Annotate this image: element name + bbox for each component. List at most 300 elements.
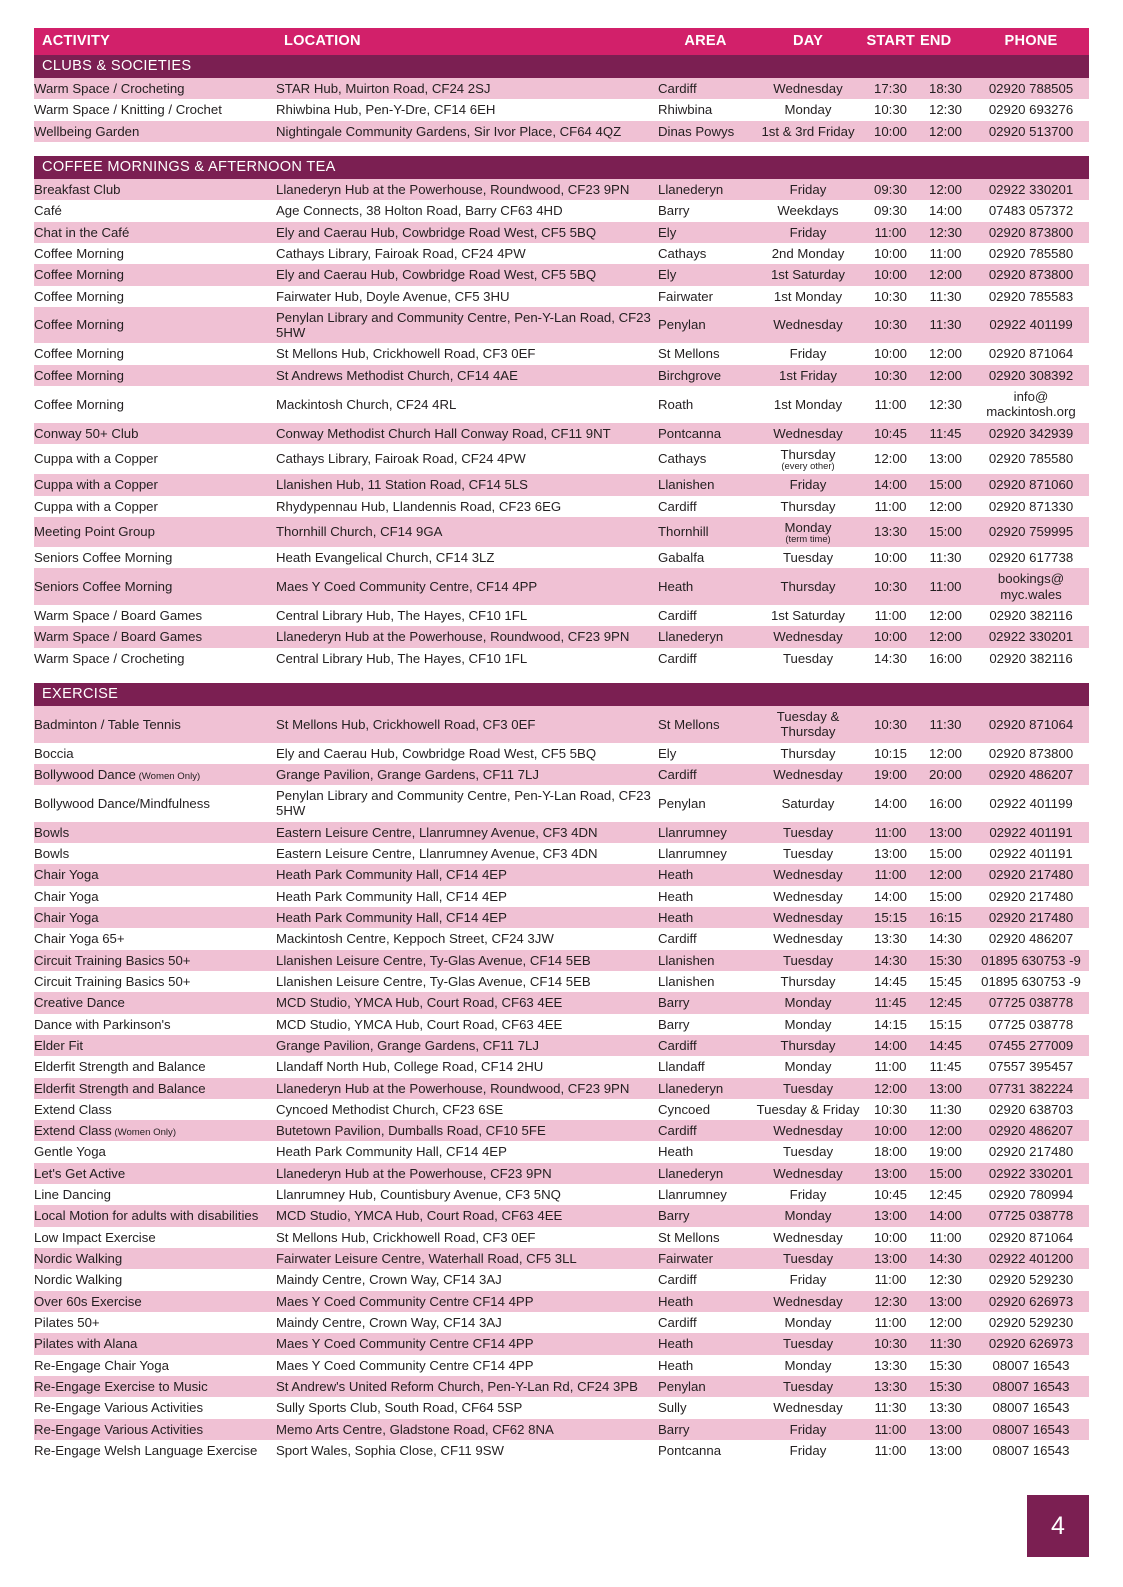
cell-area: Heath (658, 1141, 753, 1162)
day-note: (every other) (781, 460, 835, 472)
cell-location: Cathays Library, Fairoak Road, CF24 4PW (276, 444, 658, 474)
cell-end-time: 14:30 (918, 928, 973, 949)
cell-phone: 07731 382224 (973, 1078, 1089, 1099)
cell-end-time: 18:30 (918, 78, 973, 99)
cell-day (753, 864, 863, 885)
cell-end-time: 13:30 (918, 1397, 973, 1418)
day-value: Wednesday (773, 931, 843, 947)
cell-end-time: 16:15 (918, 907, 973, 928)
cell-start-time: 11:30 (863, 1397, 918, 1418)
cell-activity (34, 785, 276, 822)
cell-day (753, 343, 863, 364)
cell-area: Heath (658, 864, 753, 885)
cell-end-time: 13:00 (918, 1078, 973, 1099)
day-value: Thursday (780, 498, 836, 514)
cell-location: MCD Studio, YMCA Hub, Court Road, CF63 4EE (276, 1205, 658, 1226)
cell-activity (34, 864, 276, 885)
activity-name: Nordic Walking (34, 1251, 123, 1266)
cell-location: St Andrew's United Reform Church, Pen-Y-Lan Rd, CF24 3PB (276, 1376, 658, 1397)
activity-name: Re-Engage Various Activities (34, 1400, 204, 1416)
day-value: Wednesday (773, 629, 843, 645)
day-value: Wednesday (773, 1123, 843, 1139)
activity-name: Warm Space / Board Games (34, 607, 203, 623)
cell-day (753, 121, 863, 142)
cell-location: Maes Y Coed Community Centre CF14 4PP (276, 1355, 658, 1376)
cell-start-time: 11:00 (863, 822, 918, 843)
table-row (34, 496, 1089, 517)
cell-location: Llanederyn Hub at the Powerhouse, CF23 9PN (276, 1163, 658, 1184)
cell-phone: 07725 038778 (973, 992, 1089, 1013)
cell-phone: bookings@ myc.wales (973, 568, 1089, 605)
activity-name: Chair Yoga (34, 888, 99, 904)
cell-phone: 02920 217480 (973, 907, 1089, 928)
cell-phone: 01895 630753 -9 (973, 971, 1089, 992)
activity-name: Elderfit Strength and Balance (34, 1059, 206, 1075)
cell-phone: 02922 401199 (973, 785, 1089, 822)
cell-area: Heath (658, 1291, 753, 1312)
day-value: Tuesday (782, 952, 834, 968)
cell-location: Llanrumney Hub, Countisbury Avenue, CF3 5NQ (276, 1184, 658, 1205)
cell-end-time: 12:00 (918, 343, 973, 364)
table-row (34, 1312, 1089, 1333)
table-row (34, 1397, 1089, 1418)
cell-phone: 02920 342939 (973, 423, 1089, 444)
table-row (34, 1184, 1089, 1205)
cell-area: St Mellons (658, 343, 753, 364)
cell-day (753, 971, 863, 992)
cell-area: Cardiff (658, 1120, 753, 1141)
cell-day (753, 568, 863, 605)
cell-start-time: 11:00 (863, 496, 918, 517)
cell-phone: 01895 630753 -9 (973, 950, 1089, 971)
cell-location: St Mellons Hub, Crickhowell Road, CF3 0EF (276, 706, 658, 743)
cell-phone: 02920 513700 (973, 121, 1089, 142)
cell-location: Mackintosh Church, CF24 4RL (276, 386, 658, 423)
activity-name: Low Impact Exercise (34, 1229, 156, 1245)
cell-area: Llanrumney (658, 843, 753, 864)
cell-activity (34, 1248, 276, 1269)
cell-day (753, 264, 863, 285)
table-row (34, 1248, 1089, 1269)
cell-start-time: 10:00 (863, 626, 918, 647)
activity-name: Cuppa with a Copper (34, 477, 158, 493)
cell-start-time: 19:00 (863, 764, 918, 785)
day-value: Friday (789, 181, 827, 197)
cell-start-time: 11:00 (863, 864, 918, 885)
day-value: Monday (784, 1059, 832, 1075)
cell-start-time: 11:00 (863, 386, 918, 423)
cell-activity (34, 1397, 276, 1418)
table-row (34, 1078, 1089, 1099)
activity-name: Circuit Training Basics 50+ (34, 952, 191, 968)
table-row (34, 1056, 1089, 1077)
cell-end-time: 13:00 (918, 444, 973, 474)
cell-day (753, 1141, 863, 1162)
cell-start-time: 10:00 (863, 547, 918, 568)
activity-name: Coffee Morning (34, 367, 124, 383)
table-row (34, 121, 1089, 142)
cell-day (753, 1419, 863, 1440)
cell-phone: 02920 217480 (973, 886, 1089, 907)
activity-name: Warm Space / Crocheting (34, 81, 185, 96)
table-row (34, 1205, 1089, 1226)
cell-activity (34, 200, 276, 221)
cell-end-time: 15:00 (918, 843, 973, 864)
cell-activity (34, 1312, 276, 1333)
day-value: Wednesday (773, 1293, 843, 1309)
cell-end-time: 12:00 (918, 743, 973, 764)
cell-location: Nightingale Community Gardens, Sir Ivor Place, CF64 4QZ (276, 121, 658, 142)
cell-day (753, 605, 863, 626)
day-value: Tuesday (782, 1378, 834, 1394)
cell-end-time: 12:30 (918, 386, 973, 423)
cell-location: Butetown Pavilion, Dumballs Road, CF10 5FE (276, 1120, 658, 1141)
table-row (34, 179, 1089, 200)
cell-area: Penylan (658, 1376, 753, 1397)
cell-area: Penylan (658, 307, 753, 344)
activity-name: Coffee Morning (34, 245, 124, 261)
day-value: Monday (784, 1314, 832, 1330)
day-value: Wednesday (773, 888, 843, 904)
table-row (34, 992, 1089, 1013)
cell-area: Llanishen (658, 474, 753, 495)
cell-day (753, 886, 863, 907)
cell-activity (34, 547, 276, 568)
activity-name: Re-Engage Chair Yoga (34, 1357, 169, 1373)
day-value: Wednesday (773, 1165, 843, 1181)
cell-end-time: 11:45 (918, 1056, 973, 1077)
day-value: Tuesday (782, 824, 834, 840)
cell-day (753, 1376, 863, 1397)
cell-location: Llanederyn Hub at the Powerhouse, Roundwood, CF23 9PN (276, 179, 658, 200)
cell-activity (34, 843, 276, 864)
activity-name: Re-Engage Various Activities (34, 1421, 204, 1437)
table-row (34, 1163, 1089, 1184)
table-row (34, 78, 1089, 99)
cell-phone: 07455 277009 (973, 1035, 1089, 1056)
cell-phone: 02920 529230 (973, 1312, 1089, 1333)
cell-area: Cyncoed (658, 1099, 753, 1120)
cell-area: Barry (658, 992, 753, 1013)
cell-end-time: 15:15 (918, 1014, 973, 1035)
cell-location: Rhydypennau Hub, Llandennis Road, CF23 6EG (276, 496, 658, 517)
activity-name: Coffee Morning (34, 317, 124, 333)
cell-area: Llanrumney (658, 1184, 753, 1205)
cell-area: Sully (658, 1397, 753, 1418)
cell-phone: 07725 038778 (973, 1205, 1089, 1226)
cell-activity (34, 648, 276, 669)
cell-area: Ely (658, 743, 753, 764)
activity-name: Creative Dance (34, 995, 125, 1011)
cell-start-time: 10:00 (863, 243, 918, 264)
cell-location: Heath Park Community Hall, CF14 4EP (276, 864, 658, 885)
cell-activity (34, 179, 276, 200)
cell-phone: 02920 217480 (973, 1141, 1089, 1162)
cell-start-time: 11:00 (863, 222, 918, 243)
cell-end-time: 11:30 (918, 307, 973, 344)
table-row (34, 1440, 1089, 1461)
cell-location: Maindy Centre, Crown Way, CF14 3AJ (276, 1269, 658, 1290)
cell-start-time: 10:30 (863, 1099, 918, 1120)
activity-name: Warm Space / Board Games (34, 629, 203, 645)
section-header-row (34, 55, 1089, 78)
cell-start-time: 11:00 (863, 1269, 918, 1290)
table-header (34, 28, 1089, 55)
cell-area: Barry (658, 1014, 753, 1035)
cell-day (753, 200, 863, 221)
cell-phone: 08007 16543 (973, 1397, 1089, 1418)
cell-activity (34, 822, 276, 843)
cell-start-time: 09:30 (863, 179, 918, 200)
cell-area: Llandaff (658, 1056, 753, 1077)
cell-area: Cardiff (658, 605, 753, 626)
activity-name: Café (34, 203, 62, 219)
activity-name: Chair Yoga (34, 867, 99, 883)
cell-start-time: 14:00 (863, 1035, 918, 1056)
cell-location: Age Connects, 38 Holton Road, Barry CF63 4HD (276, 200, 658, 221)
activities-table (34, 28, 1089, 1461)
day-value: Thursday (780, 447, 836, 462)
cell-location: Mackintosh Centre, Keppoch Street, CF24 3JW (276, 928, 658, 949)
day-value: Tuesday & Friday (756, 1101, 860, 1117)
column-header-area: AREA (658, 28, 753, 55)
cell-day (753, 1035, 863, 1056)
cell-phone: 02920 382116 (973, 648, 1089, 669)
activity-name: Bollywood Dance (34, 766, 136, 782)
cell-phone: 08007 16543 (973, 1355, 1089, 1376)
cell-location: Sully Sports Club, South Road, CF64 5SP (276, 1397, 658, 1418)
cell-activity (34, 1035, 276, 1056)
cell-phone: 02920 626973 (973, 1291, 1089, 1312)
table-row (34, 1419, 1089, 1440)
table-row (34, 971, 1089, 992)
day-value: Friday (789, 1442, 827, 1458)
cell-start-time: 10:30 (863, 307, 918, 344)
activity-note: (Women Only) (135, 770, 201, 782)
activity-name: Bollywood Dance/Mindfulness (34, 795, 210, 811)
cell-activity (34, 1376, 276, 1397)
cell-day (753, 1205, 863, 1226)
day-value: Friday (789, 1272, 827, 1288)
cell-area: St Mellons (658, 1227, 753, 1248)
cell-day (753, 1291, 863, 1312)
cell-phone: info@ mackintosh.org (973, 386, 1089, 423)
cell-phone: 02920 486207 (973, 764, 1089, 785)
day-value: Wednesday (773, 317, 843, 333)
cell-day (753, 907, 863, 928)
cell-area: Llanederyn (658, 1163, 753, 1184)
section-header-row (34, 156, 1089, 179)
cell-area: Pontcanna (658, 1440, 753, 1461)
cell-area: Roath (658, 386, 753, 423)
cell-activity (34, 1120, 276, 1141)
activity-name: Re-Engage Welsh Language Exercise (34, 1442, 258, 1458)
day-value: 1st & 3rd Friday (761, 123, 855, 139)
day-value: Monday (784, 102, 832, 118)
cell-location: Maes Y Coed Community Centre CF14 4PP (276, 1291, 658, 1312)
cell-activity (34, 343, 276, 364)
cell-activity (34, 886, 276, 907)
cell-start-time: 13:30 (863, 1355, 918, 1376)
cell-day (753, 1099, 863, 1120)
column-header-end: END (918, 28, 973, 55)
table-row (34, 1014, 1089, 1035)
section-title: CLUBS & SOCIETIES (34, 55, 1089, 78)
day-value: Thursday (780, 1037, 836, 1053)
cell-phone: 02922 401191 (973, 822, 1089, 843)
table-row (34, 1035, 1089, 1056)
cell-start-time: 10:45 (863, 1184, 918, 1205)
cell-end-time: 15:00 (918, 474, 973, 495)
cell-location: Llanishen Leisure Centre, Ty-Glas Avenue, CF14 5EB (276, 950, 658, 971)
cell-area: Penylan (658, 785, 753, 822)
cell-start-time: 10:00 (863, 121, 918, 142)
activity-name: Pilates 50+ (34, 1314, 100, 1330)
activity-name: Coffee Morning (34, 346, 124, 362)
cell-phone: 02920 871060 (973, 474, 1089, 495)
cell-area: Cardiff (658, 1269, 753, 1290)
cell-location: Ely and Caerau Hub, Cowbridge Road West, CF5 5BQ (276, 264, 658, 285)
activity-name: Coffee Morning (34, 267, 124, 283)
day-value: Tuesday (782, 1336, 834, 1352)
cell-activity (34, 1099, 276, 1120)
cell-end-time: 15:45 (918, 971, 973, 992)
cell-location: St Mellons Hub, Crickhowell Road, CF3 0EF (276, 343, 658, 364)
cell-area: Cathays (658, 243, 753, 264)
cell-activity (34, 264, 276, 285)
cell-day (753, 99, 863, 120)
cell-location: Thornhill Church, CF14 9GA (276, 517, 658, 547)
cell-start-time: 17:30 (863, 78, 918, 99)
day-value: Monday (784, 519, 832, 535)
column-header-start: START (863, 28, 918, 55)
cell-location: Rhiwbina Hub, Pen-Y-Dre, CF14 6EH (276, 99, 658, 120)
cell-activity (34, 1440, 276, 1461)
column-header-row (34, 28, 1089, 55)
section-header-row (34, 683, 1089, 706)
cell-phone: 02922 401199 (973, 307, 1089, 344)
activity-name: Gentle Yoga (34, 1144, 106, 1160)
cell-end-time: 12:00 (918, 605, 973, 626)
activity-name: Seniors Coffee Morning (34, 550, 173, 565)
cell-area: Cardiff (658, 78, 753, 99)
cell-activity (34, 286, 276, 307)
cell-area: Ely (658, 264, 753, 285)
cell-phone: 02920 873800 (973, 222, 1089, 243)
cell-phone: 02920 788505 (973, 78, 1089, 99)
day-value: Tuesday (782, 1251, 834, 1266)
cell-end-time: 15:30 (918, 1376, 973, 1397)
cell-activity (34, 517, 276, 547)
cell-location: Llandaff North Hub, College Road, CF14 2HU (276, 1056, 658, 1077)
table-row (34, 1355, 1089, 1376)
cell-phone: 02920 785583 (973, 286, 1089, 307)
cell-area: Pontcanna (658, 423, 753, 444)
table-row (34, 706, 1089, 743)
table-row (34, 626, 1089, 647)
cell-day (753, 1056, 863, 1077)
cell-day (753, 547, 863, 568)
cell-start-time: 11:00 (863, 1312, 918, 1333)
activity-name: Re-Engage Exercise to Music (34, 1378, 208, 1394)
cell-end-time: 13:00 (918, 1419, 973, 1440)
table-row (34, 517, 1089, 547)
table-row (34, 1099, 1089, 1120)
day-value: Friday (789, 224, 827, 240)
day-value: Tuesday (782, 1080, 834, 1096)
section-spacer (34, 142, 1089, 156)
cell-area: Cardiff (658, 648, 753, 669)
cell-area: Birchgrove (658, 365, 753, 386)
table-row (34, 764, 1089, 785)
day-value: Weekdays (777, 203, 839, 219)
cell-area: Llanederyn (658, 179, 753, 200)
cell-day (753, 785, 863, 822)
cell-phone: 08007 16543 (973, 1419, 1089, 1440)
table-row (34, 99, 1089, 120)
day-value: Thursday (780, 578, 836, 594)
table-row (34, 444, 1089, 474)
cell-phone: 02922 401191 (973, 843, 1089, 864)
cell-end-time: 11:30 (918, 706, 973, 743)
table-row (34, 474, 1089, 495)
cell-area: Cardiff (658, 1312, 753, 1333)
cell-day (753, 1269, 863, 1290)
table-row (34, 264, 1089, 285)
cell-phone: 02920 871064 (973, 1227, 1089, 1248)
cell-activity (34, 568, 276, 605)
cell-end-time: 12:45 (918, 1184, 973, 1205)
table-row (34, 1120, 1089, 1141)
cell-day (753, 1440, 863, 1461)
cell-area: Heath (658, 1333, 753, 1354)
day-value: Monday (784, 995, 832, 1011)
cell-area: St Mellons (658, 706, 753, 743)
cell-start-time: 10:30 (863, 706, 918, 743)
cell-area: Llanederyn (658, 1078, 753, 1099)
cell-end-time: 11:30 (918, 547, 973, 568)
cell-end-time: 12:00 (918, 179, 973, 200)
table-row (34, 1333, 1089, 1354)
table-row (34, 843, 1089, 864)
cell-location: Cyncoed Methodist Church, CF23 6SE (276, 1099, 658, 1120)
day-value: Monday (784, 1016, 832, 1032)
activity-name: Elderfit Strength and Balance (34, 1080, 206, 1096)
cell-location: Sport Wales, Sophia Close, CF11 9SW (276, 1440, 658, 1461)
cell-end-time: 11:30 (918, 1099, 973, 1120)
cell-end-time: 12:45 (918, 992, 973, 1013)
cell-location: Llanederyn Hub at the Powerhouse, Roundwood, CF23 9PN (276, 1078, 658, 1099)
cell-phone: 02920 529230 (973, 1269, 1089, 1290)
activity-name: Extend Class (34, 1123, 112, 1139)
activity-name: Elder Fit (34, 1037, 84, 1053)
day-value: Tuesday (782, 1144, 834, 1160)
cell-activity (34, 1056, 276, 1077)
cell-end-time: 12:00 (918, 365, 973, 386)
cell-location: MCD Studio, YMCA Hub, Court Road, CF63 4EE (276, 992, 658, 1013)
cell-area: Heath (658, 886, 753, 907)
cell-day (753, 1333, 863, 1354)
cell-start-time: 14:30 (863, 950, 918, 971)
cell-end-time: 15:30 (918, 950, 973, 971)
cell-area: Cardiff (658, 764, 753, 785)
activity-name: Warm Space / Knitting / Crochet (34, 102, 222, 118)
cell-phone: 08007 16543 (973, 1376, 1089, 1397)
cell-start-time: 10:30 (863, 99, 918, 120)
cell-end-time: 15:00 (918, 886, 973, 907)
activity-name: Over 60s Exercise (34, 1293, 142, 1309)
day-value: Friday (789, 1421, 827, 1437)
